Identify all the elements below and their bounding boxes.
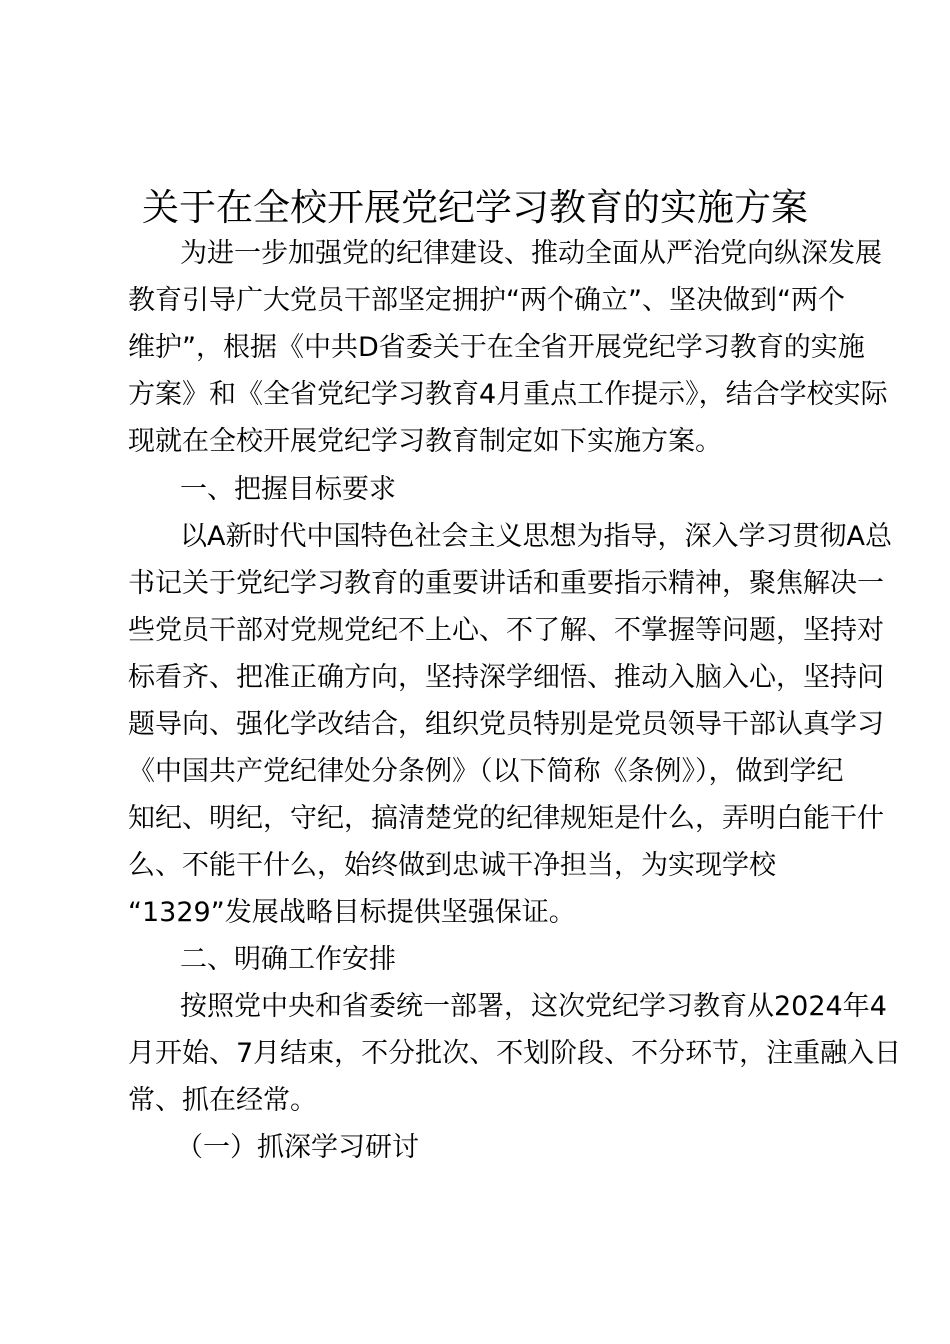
paragraph-line: 标看齐、把准正确方向，坚持深学细悟、推动入脑入心，坚持问 (128, 662, 884, 693)
section-heading-2: 二、明确工作安排 (180, 944, 396, 975)
paragraph-line: 书记关于党纪学习教育的重要讲话和重要指示精神，聚焦解决一 (128, 568, 884, 599)
paragraph-line: 以A新时代中国特色社会主义思想为指导，深入学习贯彻A总 (180, 521, 892, 552)
section-heading-1: 一、把握目标要求 (180, 474, 396, 505)
paragraph-line: “1329”发展战略目标提供坚强保证。 (128, 897, 576, 928)
document-title: 关于在全校开展党纪学习教育的实施方案 (142, 186, 808, 229)
paragraph-line: 常、抓在经常。 (128, 1085, 317, 1116)
paragraph-line: 题导向、强化学改结合，组织党员特别是党员领导干部认真学习 (128, 709, 884, 740)
subsection-heading: （一）抓深学习研讨 (176, 1132, 419, 1163)
paragraph-line: 为进一步加强党的纪律建设、推动全面从严治党向纵深发展 (180, 238, 882, 269)
paragraph-line: 教育引导广大党员干部坚定拥护“两个确立”、坚决做到“两个 (128, 285, 845, 316)
paragraph-line: 些党员干部对党规党纪不上心、不了解、不掌握等问题，坚持对 (128, 615, 884, 646)
paragraph-line: 维护”，根据《中共D省委关于在全省开展党纪学习教育的实施 (128, 332, 865, 363)
paragraph-line: 《中国共产党纪律处分条例》（以下简称《条例》），做到学纪 (128, 756, 844, 787)
paragraph-line: 么、不能干什么，始终做到忠诚干净担当，为实现学校 (128, 850, 776, 881)
paragraph-line: 月开始、7月结束，不分批次、不划阶段、不分环节，注重融入日 (128, 1038, 902, 1069)
paragraph-line: 知纪、明纪，守纪，搞清楚党的纪律规矩是什么，弄明白能干什 (128, 803, 884, 834)
paragraph-line: 方案》和《全省党纪学习教育4月重点工作提示》，结合学校实际 (128, 379, 888, 410)
paragraph-line: 现就在全校开展党纪学习教育制定如下实施方案。 (128, 426, 722, 457)
paragraph-line: 按照党中央和省委统一部署，这次党纪学习教育从2024年4 (180, 991, 887, 1022)
